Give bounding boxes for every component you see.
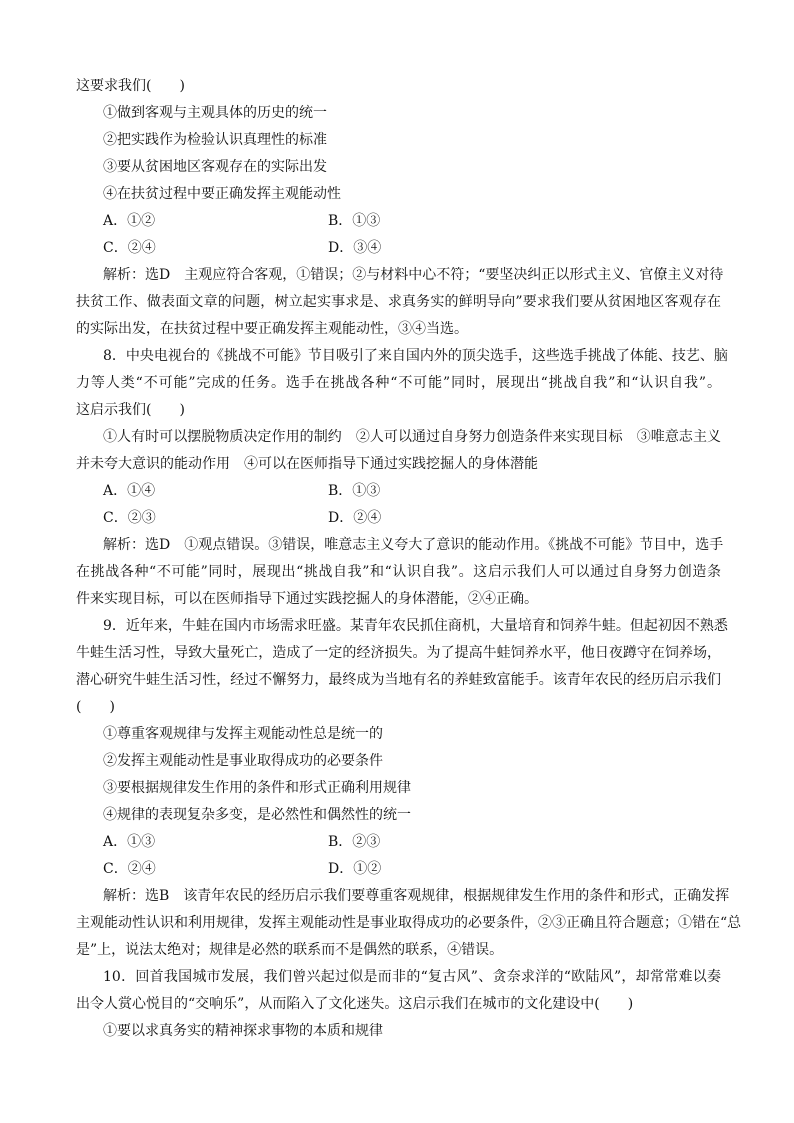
q7-option-c: C．②④ (103, 240, 156, 256)
q9-item-4: ④规律的表现复杂多变，是必然性和偶然性的统一 (103, 807, 411, 823)
q7-item-4: ④在扶贫过程中要正确发挥主观能动性 (103, 186, 341, 202)
q8-option-a: A．①④ (103, 483, 156, 499)
q8-analysis-line-3: 件来实现目标，可以在医师指导下通过实践挖掘人的身体潜能，②④正确。 (76, 591, 538, 607)
q9-analysis-line-2: 主观能动性认识和利用规律，发挥主观能动性是事业取得成功的必要条件，②③正确且符合题意；①错在“总 (76, 915, 742, 931)
q7-option-d: D．③④ (328, 240, 382, 256)
q7-item-1: ①做到客观与主观具体的历史的统一 (103, 105, 327, 121)
q10-stem-line-2: 出令人赏心悦目的“交响乐”，从而陷入了文化迷失。这启示我们在城市的文化建设中( ) (76, 996, 634, 1012)
q7-analysis-line-3: 的实际出发，在扶贫过程中要正确发挥主观能动性，③④当选。 (76, 321, 468, 337)
q7-item-3: ③要从贫困地区客观存在的实际出发 (103, 159, 327, 175)
q9-stem-line-4: ( ) (76, 699, 115, 715)
q9-option-c: C．②④ (103, 861, 156, 877)
q9-item-2: ②发挥主观能动性是事业取得成功的必要条件 (103, 753, 383, 769)
q8-stem-line-1: 8．中央电视台的《挑战不可能》节目吸引了来自国内外的顶尖选手，这些选手挑战了体能、技艺、脑 (103, 348, 728, 364)
q7-option-a: A．①② (103, 213, 156, 229)
q9-option-b: B．②③ (328, 834, 381, 850)
q9-analysis-line-1: 解析：选B 该青年农民的经历启示我们要尊重客观规律，根据规律发生作用的条件和形式，正确发挥 (103, 888, 730, 904)
q7-option-b: B．①③ (328, 213, 381, 229)
q9-option-d: D．①② (328, 861, 382, 877)
q9-stem-line-2: 牛蛙生活习性，导致大量死亡，造成了一定的经济损失。为了提高牛蛙饲养水平，他日夜蹲守在饲养场， (76, 645, 721, 661)
q8-analysis-line-2: 在挑战各种“不可能”同时，展现出“挑战自我”和“认识自我”。这启示我们人可以通过自身努力创造条 (76, 564, 721, 580)
q9-stem-line-3: 潜心研究牛蛙生活习性，经过不懈努力，最终成为当地有名的养蛙致富能手。该青年农民的经历启示我们 (76, 672, 721, 688)
q8-option-b: B．①③ (328, 483, 381, 499)
q8-items-line-1: ①人有时可以摆脱物质决定作用的制约 ②人可以通过自身努力创造条件来实现目标 ③唯意志主义 (103, 429, 721, 445)
q8-option-c: C．②③ (103, 510, 156, 526)
q8-option-d: D．②④ (328, 510, 382, 526)
q9-item-3: ③要根据规律发生作用的条件和形式正确利用规律 (103, 780, 411, 796)
q9-stem-line-1: 9．近年来，牛蛙在国内市场需求旺盛。某青年农民抓住商机，大量培育和饲养牛蛙。但起初因不熟悉 (103, 618, 728, 634)
q7-analysis-line-2: 扶贫工作、做表面文章的问题，树立起实事求是、求真务实的鲜明导向”要求我们要从贫困地区客观存在 (76, 294, 721, 310)
q10-item-1: ①要以求真务实的精神探求事物的本质和规律 (103, 1023, 383, 1039)
q9-option-a: A．①③ (103, 834, 156, 850)
q8-stem-line-2: 力等人类“不可能”完成的任务。选手在挑战各种“不可能”同时，展现出“挑战自我”和“认识自我”。 (76, 375, 721, 391)
q10-stem-line-1: 10．回首我国城市发展，我们曾兴起过似是而非的“复古风”、贪奈求洋的“欧陆风”，却常常难以奏 (103, 969, 721, 985)
q7-item-2: ②把实践作为检验认识真理性的标准 (103, 132, 327, 148)
q7-analysis-line-1: 解析：选D 主观应符合客观，①错误；②与材料中心不符；“要坚决纠正以形式主义、官僚主义对待 (103, 267, 724, 283)
q8-analysis-line-1: 解析：选D ①观点错误。③错误，唯意志主义夸大了意识的能动作用。《挑战不可能》节目中，选手 (103, 537, 724, 553)
q8-stem-line-3: 这启示我们( ) (76, 402, 185, 418)
q8-items-line-2: 并未夸大意识的能动作用 ④可以在医师指导下通过实践挖掘人的身体潜能 (76, 456, 538, 472)
q9-item-1: ①尊重客观规律与发挥主观能动性总是统一的 (103, 726, 383, 742)
q9-analysis-line-3: 是”上，说法太绝对；规律是必然的联系而不是偶然的联系，④错误。 (76, 942, 504, 958)
q7-stem-tail: 这要求我们( ) (76, 78, 185, 94)
